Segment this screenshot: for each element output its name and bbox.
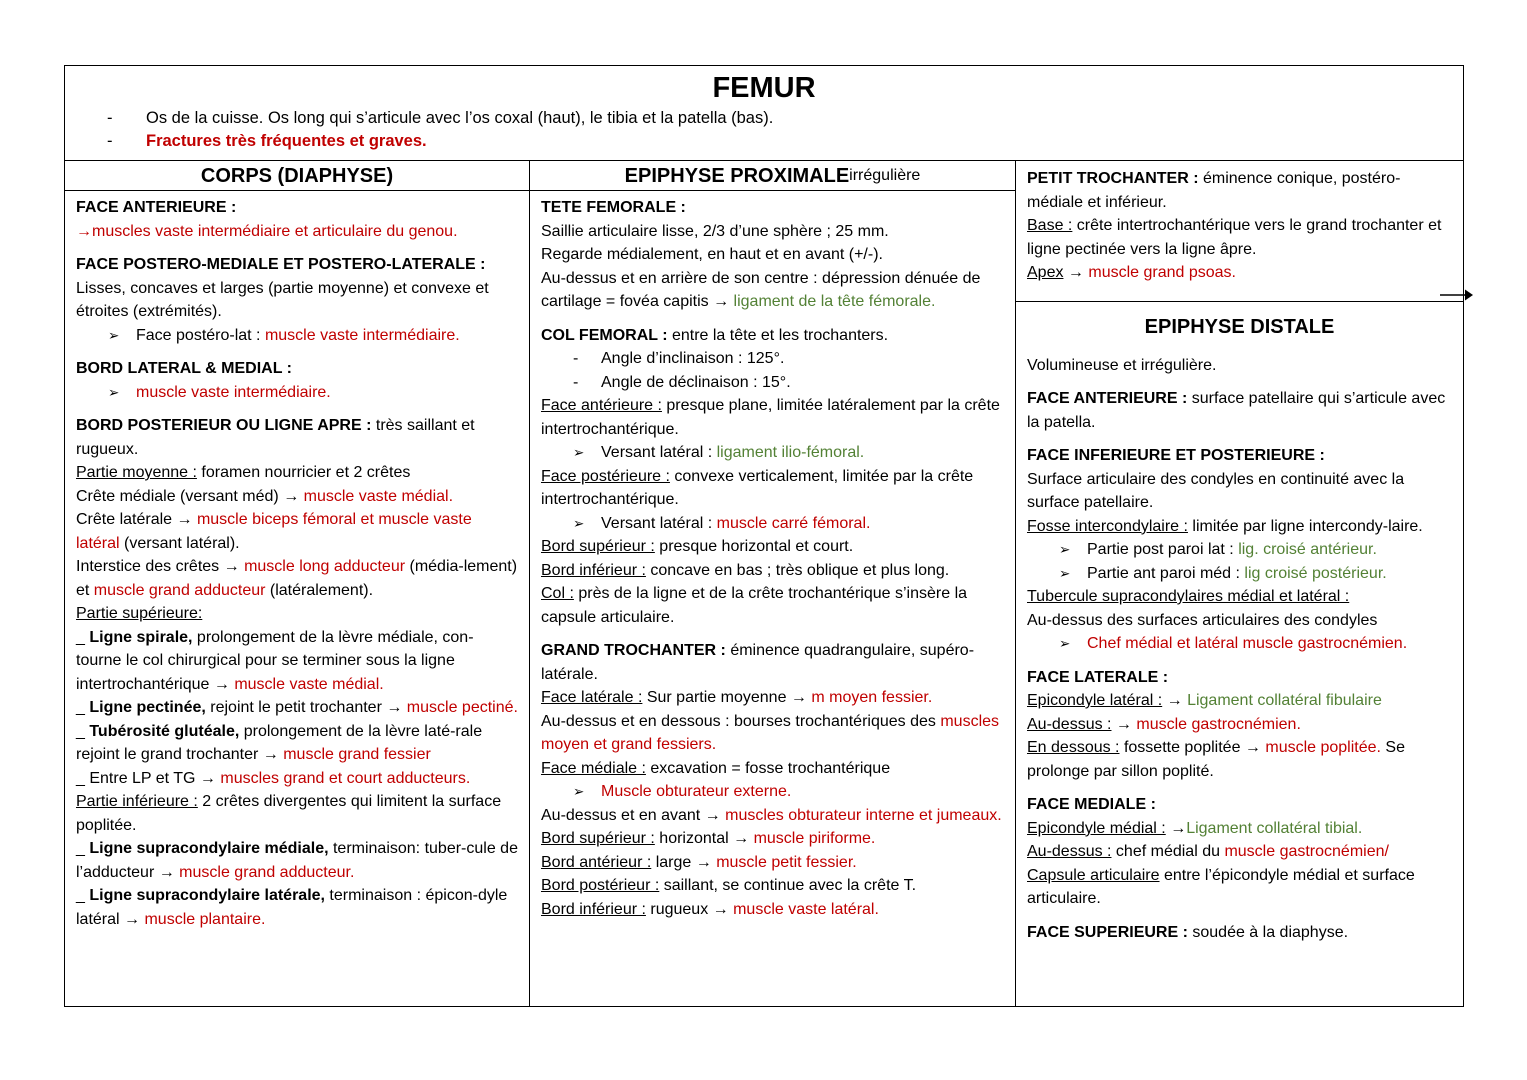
text-segment: soudée à la diaphyse. <box>1187 923 1349 941</box>
text-segment: Epicondyle médial : <box>1027 819 1166 837</box>
text-segment: FACE ANTERIEURE : <box>1027 390 1188 407</box>
text-segment: FACE SUPERIEURE : <box>1027 923 1188 941</box>
text-segment: Regarde médialement, en haut et en avant (+/-). <box>541 246 883 263</box>
paragraph <box>76 485 518 509</box>
paragraph <box>1027 354 1452 378</box>
text-segment: GRAND TROCHANTER : <box>541 642 726 659</box>
text-segment: muscle grand adducteur. <box>179 863 355 881</box>
paragraph <box>76 196 518 220</box>
text-segment: 2 crêtes divergentes qui limitent la surface poplitée. <box>76 793 502 834</box>
text-segment: Tubercule supracondylaires médial et latéral : <box>1027 588 1350 605</box>
text-segment: Face latérale : <box>541 689 643 706</box>
paragraph <box>76 602 518 626</box>
text-segment: Base : <box>1027 217 1073 234</box>
arrow-list-item <box>76 381 518 405</box>
text-segment: muscle gastrocnémien/ <box>1224 843 1389 860</box>
text-segment: →muscles vaste intermédiaire et articulaire du genou. <box>76 222 458 240</box>
dash-bullet: - <box>107 132 113 150</box>
text-segment: m moyen fessier. <box>811 689 933 706</box>
section <box>65 191 529 939</box>
text-segment: Ligament collatéral tibial. <box>1186 819 1363 837</box>
text-segment: PETIT TROCHANTER : <box>1027 170 1199 187</box>
text-segment: prolongement de la lèvre laté-rale rejoint le grand trochanter → <box>76 722 483 763</box>
column-corps-diaphyse <box>65 161 530 1006</box>
paragraph <box>541 710 1004 757</box>
text-segment: Interstice des crêtes → <box>76 558 245 575</box>
paragraph <box>1027 840 1452 864</box>
paragraph <box>1027 689 1452 713</box>
text-segment: entre l’épicondyle médial et surface articulaire. <box>1027 866 1415 907</box>
paragraph <box>541 243 1004 267</box>
text-segment: Face postérieure : <box>541 467 670 485</box>
paragraph <box>76 555 518 602</box>
text-segment: Angle d’inclinaison : 125°. <box>601 350 785 367</box>
text-segment: muscle vaste médial. <box>234 675 384 693</box>
text-segment: Ligne supracondylaire latérale, <box>89 887 325 904</box>
text-segment: (média-lement) et <box>76 558 518 599</box>
text-segment: Ligne pectinée, <box>89 699 206 716</box>
text-segment: ligament de la tête fémorale. <box>733 293 936 310</box>
paragraph <box>76 414 518 461</box>
list-item-text <box>1087 562 1452 586</box>
arrowhead-bullet-icon: ➢ <box>1059 636 1071 651</box>
arrowhead-bullet-icon: ➢ <box>108 327 120 343</box>
text-segment: muscle carré fémoral. <box>716 514 871 532</box>
list-item-text <box>136 381 518 405</box>
paragraph <box>1027 167 1452 214</box>
text-segment: muscle long adducteur <box>244 558 406 575</box>
text-segment: Au-dessus et en avant → <box>541 806 726 824</box>
paragraph <box>1027 793 1452 817</box>
text-segment: CORPS (DIAPHYSE) <box>200 164 394 187</box>
text-segment: Face postéro-lat : <box>136 326 265 344</box>
text-segment: Capsule articulaire <box>1027 866 1160 884</box>
column-header-epiphyse-proximale <box>530 161 1015 191</box>
text-segment: muscles moyen et grand fessiers. <box>541 712 1000 753</box>
text-segment: prolongement de la lèvre médiale, con-tourne le col chirurgical pour se terminer sous la ligne intertrochantérique → <box>76 628 474 693</box>
document-sheet <box>64 65 1464 1007</box>
text-segment: muscle vaste médial. <box>303 487 454 505</box>
text-segment: foramen nourricier et 2 crêtes <box>196 464 411 481</box>
text-segment: rejoint le petit trochanter → <box>205 699 407 716</box>
paragraph <box>541 465 1004 512</box>
text-segment: muscle grand fessier <box>283 746 431 763</box>
text-segment: Face antérieure : <box>541 397 662 414</box>
text-segment: Fractures très fréquentes et graves. <box>146 132 427 150</box>
text-segment: crête intertrochantérique vers le grand trochanter et ligne pectinée vers la ligne âpre. <box>1027 217 1442 258</box>
list-item-text <box>601 512 1004 536</box>
arrow-list-item <box>1027 632 1452 656</box>
dash-list-item <box>541 371 1004 395</box>
intro-line <box>65 130 1463 153</box>
text-segment: Au-dessus et en dessous : bourses trochantériques des <box>541 712 941 730</box>
text-segment: presque plane, limitée latéralement par la crête intertrochantérique. <box>541 397 1000 438</box>
text-segment: Bord postérieur : <box>541 877 660 894</box>
text-segment: muscle vaste latéral. <box>733 900 879 918</box>
section <box>1016 161 1463 302</box>
text-segment: ligament ilio-fémoral. <box>716 444 865 461</box>
text-segment: Au-dessus : <box>1027 843 1112 860</box>
paragraph <box>1027 585 1452 609</box>
paragraph <box>1027 261 1452 285</box>
text-segment: lig croisé postérieur. <box>1244 564 1387 582</box>
text-segment: Crête latérale → <box>76 511 197 528</box>
arrowhead-bullet-icon: ➢ <box>573 515 585 531</box>
text-segment: → <box>1162 692 1188 709</box>
intro-text <box>146 107 773 130</box>
text-segment: _ Entre LP et TG → <box>76 769 221 787</box>
section-title <box>1027 316 1452 339</box>
text-segment: presque horizontal et court. <box>654 538 854 555</box>
paragraph <box>1027 736 1452 783</box>
text-segment: Bord antérieur : <box>541 853 652 871</box>
text-segment: large → <box>651 853 717 871</box>
paragraph <box>1027 387 1452 434</box>
text-segment: Muscle obturateur externe. <box>601 783 792 800</box>
text-segment: muscle grand adducteur <box>93 581 266 599</box>
arrowhead-bullet-icon: ➢ <box>573 445 585 460</box>
paragraph <box>541 639 1004 686</box>
text-segment: (latéralement). <box>265 581 374 599</box>
text-segment: FACE LATERALE : <box>1027 668 1169 686</box>
text-segment: muscle vaste intermédiaire. <box>264 326 460 344</box>
paragraph <box>1027 817 1452 841</box>
arrowhead-bullet-icon: ➢ <box>108 384 120 400</box>
paragraph <box>541 827 1004 851</box>
paragraph <box>76 277 518 324</box>
text-segment: Ligament collatéral fibulaire <box>1187 692 1382 709</box>
text-segment: _ <box>76 840 90 857</box>
paragraph <box>541 394 1004 441</box>
text-segment: FACE POSTERO-MEDIALE ET POSTERO-LATERALE : <box>76 256 486 273</box>
page-title: FEMUR <box>712 72 816 104</box>
paragraph <box>1027 921 1452 945</box>
text-segment: surface patellaire qui s’articule avec la patella. <box>1027 390 1446 431</box>
arrow-list-item <box>1027 562 1452 586</box>
paragraph <box>76 837 518 884</box>
list-item-text <box>1087 538 1452 562</box>
paragraph <box>1027 468 1452 515</box>
text-segment: Bord inférieur : <box>541 900 646 918</box>
list-item-text <box>601 347 1004 371</box>
text-segment: Bord inférieur : <box>541 561 646 579</box>
text-segment: muscle piriforme. <box>753 830 876 847</box>
paragraph <box>1027 666 1452 690</box>
text-segment: Au-dessus des surfaces articulaires des condyles <box>1027 611 1378 629</box>
paragraph <box>1027 713 1452 737</box>
intro-text <box>146 130 427 153</box>
arrowhead-bullet-icon: ➢ <box>1059 565 1071 581</box>
text-segment: terminaison : épicon-dyle latéral → <box>76 887 508 928</box>
text-segment: près de la ligne et de la crête trochantérique s’insère la capsule articulaire. <box>541 585 968 626</box>
column-petit-trochanter-epiphyse-distale <box>1016 161 1463 1006</box>
text-segment: FACE INFERIEURE ET POSTERIEURE : <box>1027 447 1325 464</box>
arrowhead-bullet-icon: ➢ <box>573 784 585 799</box>
text-segment: Au-dessus et en arrière de son centre : dépression dénuée de cartilage = fovéa capitis → <box>541 269 981 310</box>
text-segment: lig. croisé antérieur. <box>1238 541 1377 558</box>
section <box>530 191 1015 929</box>
paragraph <box>76 884 518 931</box>
right-arrow-annotation <box>1440 287 1474 303</box>
text-segment: muscle poplitée. <box>1265 739 1381 756</box>
paragraph <box>1027 444 1452 468</box>
paragraph <box>541 559 1004 583</box>
text-segment: convexe verticalement, limitée par la crête intertrochantérique. <box>541 467 974 508</box>
text-segment: entre la tête et les trochanters. <box>667 326 889 344</box>
text-segment: Au-dessus : <box>1027 715 1112 733</box>
paragraph <box>541 324 1004 348</box>
text-segment: Tubérosité glutéale, <box>89 722 240 740</box>
text-segment: très saillant et rugueux. <box>76 417 475 458</box>
paragraph <box>541 851 1004 875</box>
paragraph <box>541 196 1004 220</box>
text-segment: TETE FEMORALE : <box>541 199 686 216</box>
text-segment: Chef médial et latéral muscle gastrocnémien. <box>1087 635 1408 652</box>
text-segment: EPIPHYSE DISTALE <box>1144 315 1335 338</box>
text-segment: concave en bas ; très oblique et plus long. <box>645 561 950 579</box>
paragraph <box>541 220 1004 244</box>
text-segment: muscle petit fessier. <box>716 853 857 871</box>
intro-line <box>65 107 1463 130</box>
paragraph <box>76 253 518 277</box>
paragraph <box>1027 864 1452 911</box>
paragraph <box>76 357 518 381</box>
text-segment: saillant, se continue avec la crête T. <box>659 877 917 894</box>
text-segment: Epicondyle latéral : <box>1027 692 1163 709</box>
list-item-text <box>1087 632 1452 656</box>
paragraph <box>76 220 518 244</box>
text-segment: muscles grand et court adducteurs. <box>220 769 471 787</box>
table-columns <box>65 160 1463 1006</box>
list-item-text <box>136 324 518 348</box>
section <box>1016 302 1463 953</box>
dash-list-item <box>541 347 1004 371</box>
text-segment: BORD POSTERIEUR OU LIGNE APRE : <box>76 417 372 434</box>
column-header-corps-diaphyse <box>65 161 529 191</box>
text-segment: Lisses, concaves et larges (partie moyenne) et convexe et étroites (extrémités). <box>76 279 489 320</box>
dash-bullet: - <box>573 373 579 391</box>
paragraph <box>541 686 1004 710</box>
text-segment: Face médiale : <box>541 759 646 777</box>
text-segment: Fosse intercondylaire : <box>1027 517 1188 535</box>
arrowhead-bullet-icon: ➢ <box>1059 542 1071 557</box>
paragraph <box>76 626 518 697</box>
text-segment: muscle vaste intermédiaire. <box>136 383 331 401</box>
text-segment: Partie supérieure: <box>76 605 203 622</box>
text-segment: Se prolonge par sillon poplité. <box>1027 739 1405 780</box>
text-segment: rugueux → <box>645 900 734 918</box>
paragraph <box>1027 609 1452 633</box>
text-segment: Sur partie moyenne → <box>642 689 812 706</box>
text-segment: terminaison: tuber-cule de l’adducteur → <box>76 840 518 881</box>
paragraph <box>76 461 518 485</box>
text-segment: Angle de déclinaison : 15°. <box>601 373 791 391</box>
intro-list <box>65 105 1463 160</box>
text-segment: Bord supérieur : <box>541 830 655 847</box>
text-segment: COL FEMORAL : <box>541 326 668 344</box>
paragraph <box>541 757 1004 781</box>
dash-bullet: - <box>107 109 113 127</box>
text-segment: Partie inférieure : <box>76 793 198 810</box>
text-segment: → <box>1111 715 1137 733</box>
text-segment: muscle gastrocnémien. <box>1136 715 1301 733</box>
text-segment: Partie moyenne : <box>76 464 197 481</box>
paragraph <box>541 582 1004 629</box>
text-segment: Bord supérieur : <box>541 538 655 555</box>
column-epiphyse-proximale <box>530 161 1016 1006</box>
paragraph <box>76 720 518 767</box>
text-segment: Versant latéral : <box>601 444 717 461</box>
text-segment: _ <box>76 628 90 646</box>
text-segment: Partie ant paroi méd : <box>1087 564 1245 582</box>
text-segment: Os de la cuisse. Os long qui s’articule avec l’os coxal (haut), le tibia et la patella (bas). <box>146 109 774 127</box>
paragraph <box>541 535 1004 559</box>
text-segment: limitée par ligne intercondy-laire. <box>1187 517 1423 535</box>
arrow-list-item <box>541 780 1004 804</box>
text-segment: _ <box>76 887 90 904</box>
text-segment: muscle grand psoas. <box>1088 264 1236 281</box>
text-segment: fossette poplitée → <box>1119 739 1266 756</box>
paragraph <box>1027 515 1452 539</box>
arrow-list-item <box>541 441 1004 465</box>
paragraph <box>76 790 518 837</box>
paragraph <box>541 267 1004 314</box>
text-segment: Versant latéral : <box>601 514 717 532</box>
text-segment: muscle biceps fémoral et muscle vaste latéral <box>76 511 472 552</box>
arrow-list-item <box>76 324 518 348</box>
text-segment: Ligne supracondylaire médiale, <box>89 840 329 857</box>
text-segment: chef médial du <box>1111 843 1225 860</box>
text-segment: Volumineuse et irrégulière. <box>1027 356 1217 374</box>
text-segment: → <box>1165 819 1187 837</box>
text-segment: _ <box>76 722 90 740</box>
list-item-text <box>601 780 1004 804</box>
paragraph <box>541 804 1004 828</box>
paragraph <box>76 696 518 720</box>
arrow-list-item <box>541 512 1004 536</box>
text-segment: muscles obturateur interne et jumeaux. <box>725 806 1002 824</box>
dash-bullet: - <box>573 350 579 367</box>
list-item-text <box>601 371 1004 395</box>
text-segment: muscle plantaire. <box>144 910 266 928</box>
paragraph <box>76 508 518 555</box>
paragraph <box>541 898 1004 922</box>
text-segment: Partie post paroi lat : <box>1087 541 1239 558</box>
text-segment: éminence conique, postéro-médiale et inférieur. <box>1027 170 1401 211</box>
text-segment: Ligne spirale, <box>89 628 193 646</box>
text-segment: excavation = fosse trochantérique <box>645 759 891 777</box>
text-segment: Apex <box>1027 264 1064 281</box>
text-segment: FACE ANTERIEURE : <box>76 199 237 216</box>
paragraph <box>541 874 1004 898</box>
text-segment: Surface articulaire des condyles en continuité avec la surface patellaire. <box>1027 470 1405 511</box>
list-item-text <box>601 441 1004 465</box>
text-segment: irrégulière <box>849 166 921 184</box>
text-segment: Saillie articulaire lisse, 2/3 d’une sphère ; 25 mm. <box>541 222 889 240</box>
paragraph <box>1027 214 1452 261</box>
text-segment: horizontal → <box>654 830 754 847</box>
text-segment: Col : <box>541 585 574 602</box>
text-segment: BORD LATERAL & MEDIAL : <box>76 360 292 377</box>
text-segment: muscle pectiné. <box>406 699 518 716</box>
text-segment: En dessous : <box>1027 739 1120 756</box>
arrow-list-item <box>1027 538 1452 562</box>
text-segment: Crête médiale (versant méd) → <box>76 487 304 505</box>
text-segment: FACE MEDIALE : <box>1027 796 1156 813</box>
text-segment: (versant latéral). <box>119 534 240 552</box>
text-segment: éminence quadrangulaire, supéro-latérale. <box>541 642 975 683</box>
text-segment: EPIPHYSE PROXIMALE <box>624 164 850 187</box>
text-segment: _ <box>76 699 90 716</box>
text-segment: → <box>1063 264 1089 281</box>
paragraph <box>76 767 518 791</box>
